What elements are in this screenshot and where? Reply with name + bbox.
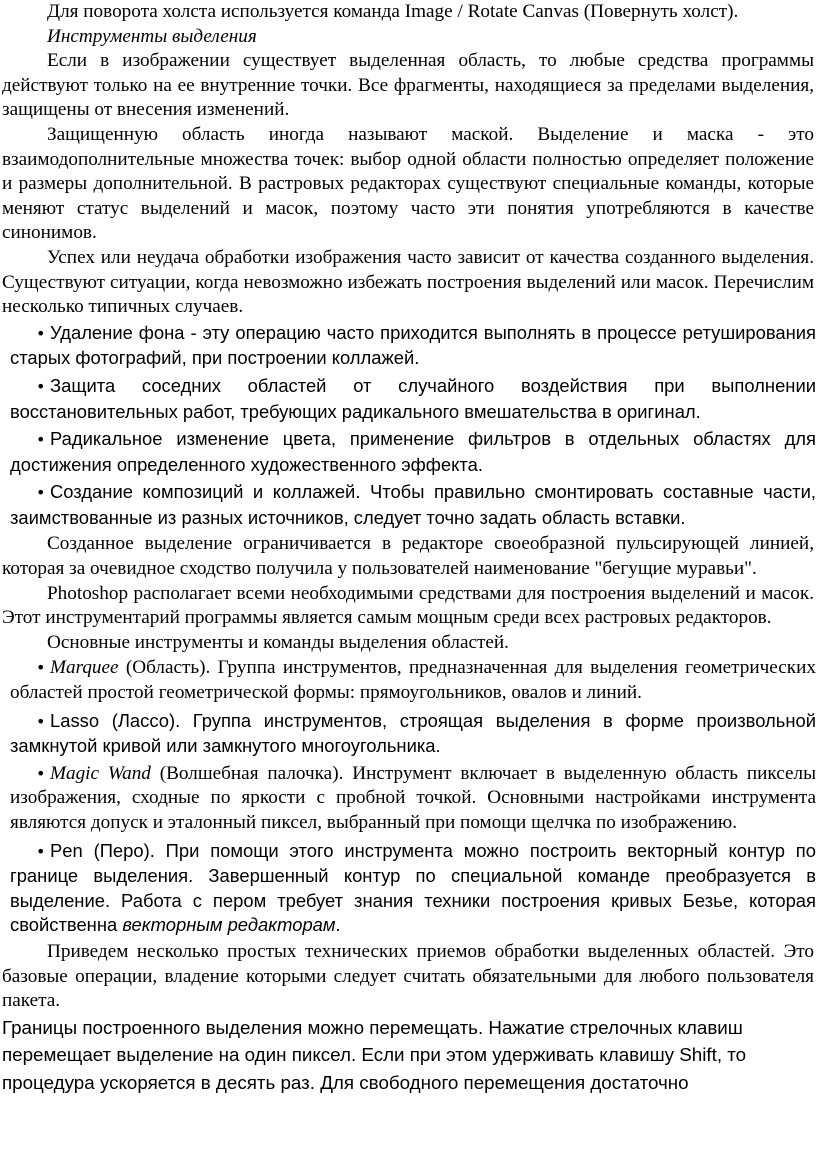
paragraph-mask: Защищенную область иногда называют маской. Выделение и маска - это взаимодополнительные множества точек: выбор одной области полностью определяет положение и размеры дополнительной. В растровых редакторах существуют специальные команды, которые меняют статус выделений и масок, поэтому часто эти понятия употребляются в качестве синонимов. <box>2 123 814 244</box>
list-item-text: Защита соседних областей от случайного воздействия при выполнении восстановительных работ, требующих радикального вмешательства в оригинал. <box>10 374 816 422</box>
tool-description: Pen (Перо). При помощи этого инструмента можно построить векторный контур по границе выделения. Завершенный контур по специальной команде преобразуется в выделение. Работа с пером требует знания техники построения кривых Безье, которая свойственна <box>10 839 816 936</box>
bullet-icon: • <box>36 483 46 503</box>
list-item <box>10 321 816 371</box>
bullet-icon: • <box>36 841 46 861</box>
bullet-icon: • <box>36 711 46 731</box>
paragraph-selection-intro: Если в изображении существует выделенная область, то любые средства программы действуют только на ее внутренние точки. Все фрагменты, находящиеся за пределами выделения, защищены от внесения изменений. <box>2 50 814 121</box>
cases-list <box>0 321 816 531</box>
tool-emphasis: векторным редакторам <box>122 914 336 936</box>
paragraph-marching-ants: Созданное выделение ограничивается в редакторе своеобразной пульсирующей линией, которая за очевидное сходство получила у пользователей наименование "бегущие муравьи". <box>2 533 814 580</box>
tool-lasso <box>10 709 816 759</box>
list-item <box>10 374 816 424</box>
list-item <box>10 480 816 530</box>
tool-pen <box>10 839 816 938</box>
bullet-icon: • <box>36 658 46 678</box>
rotate-canvas-line: Для поворота холста используется команда Image / Rotate Canvas (Повернуть холст). <box>47 1 739 22</box>
bullet-icon: • <box>36 323 46 343</box>
bullet-icon: • <box>36 763 46 783</box>
list-item-text: Радикальное изменение цвета, применение фильтров в отдельных областях для достижения определенного художественного эффекта. <box>10 428 816 475</box>
paragraph-photoshop: Photoshop располагает всеми необходимыми средствами для построения выделений и масок. Этот инструментарий программы является самым мощным среди всех растровых редакторов. <box>2 582 814 629</box>
paragraph-techniques: Приведем несколько простых технических приемов обработки выделенных областей. Это базовые операции, владение которыми следует считать обязательными для любого пользователя пакета. <box>2 940 814 1012</box>
section-heading: Инструменты выделения <box>47 25 257 47</box>
tool-name: Magic Wand <box>50 762 151 784</box>
tool-name: Marquee <box>50 657 119 679</box>
tool-description: Lasso (Лассо). Группа инструментов, строящая выделения в форме произвольной замкнутой кривой или замкнутого многоугольника. <box>10 709 816 757</box>
paragraph-move-selection: Границы построенного выделения можно перемещать. Нажатие стрелочных клавиш перемещает выделение на один пиксел. Если при этом удерживать клавишу Shift, то процедура ускоряется в десять раз. Для свободного перемещения достаточно <box>2 1016 747 1093</box>
list-item <box>10 427 816 477</box>
tool-description: (Область). Группа инструментов, предназначенная для выделения геометрических областей простой геометрической формы: прямоугольников, овалов и линий. <box>10 657 816 704</box>
paragraph-typical-cases: Успех или неудача обработки изображения часто зависит от качества созданного выделения. Существуют ситуации, когда невозможно избежать построения выделений или масок. Перечислим несколько типичных случаев. <box>2 246 814 318</box>
tools-list <box>0 656 816 938</box>
list-item-text: Удаление фона - эту операцию часто приходится выполнять в процессе ретуширования старых фотографий, при построении коллажей. <box>10 321 816 369</box>
tool-description: (Волшебная палочка). Инструмент включает в выделенную область пикселы изображения, сходные по яркости с пробной точкой. Основными настройками инструмента являются допуск и эталонный пиксел, выбранный при помощи щелчка по изображению. <box>10 762 816 833</box>
bullet-icon: • <box>36 430 46 450</box>
list-item-text: Создание композиций и коллажей. Чтобы правильно смонтировать составные части, заимствованные из разных источников, следует точно задать область вставки. <box>10 481 816 528</box>
tool-marquee <box>10 656 816 705</box>
bullet-icon: • <box>36 376 46 396</box>
tool-magic-wand <box>10 762 816 836</box>
tool-description-end: . <box>335 914 341 936</box>
paragraph-tools-intro: Основные инструменты и команды выделения областей. <box>47 631 509 653</box>
